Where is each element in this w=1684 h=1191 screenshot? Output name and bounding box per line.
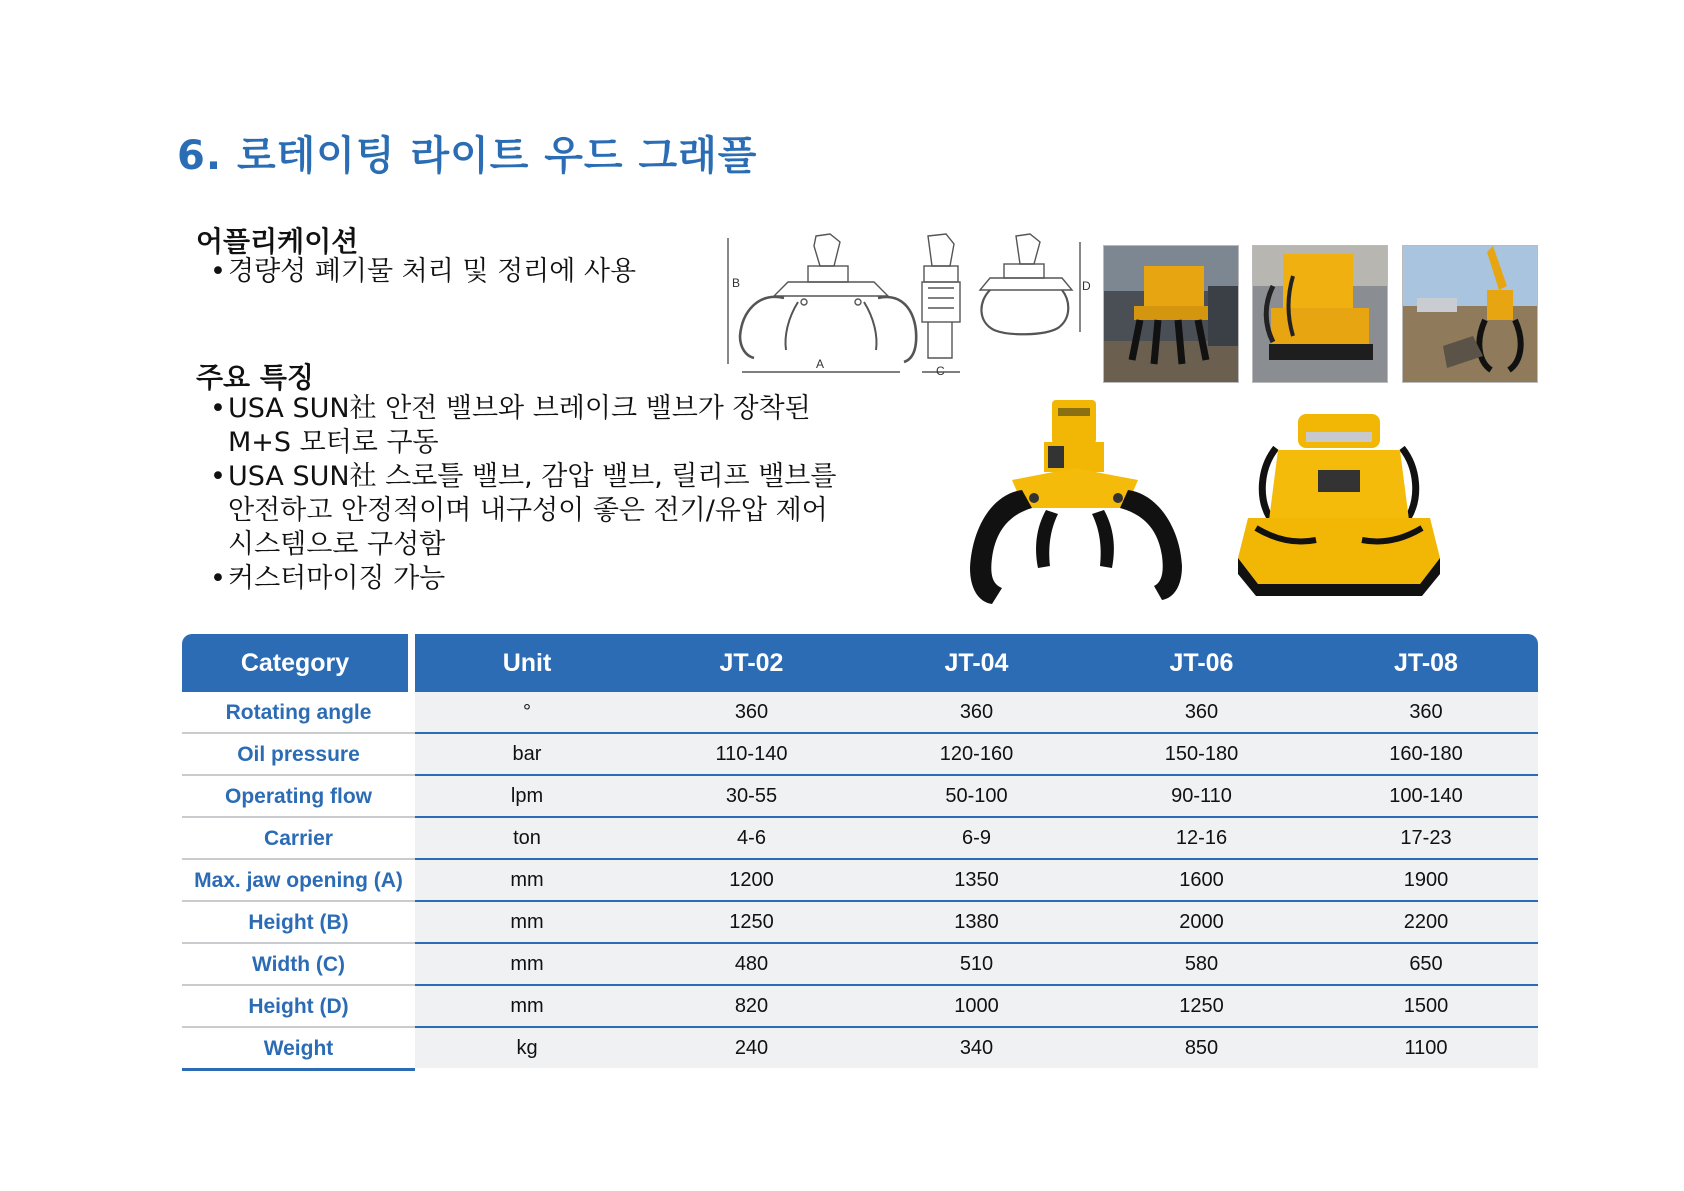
row-value: 580 [1184,952,1219,975]
table-row [182,944,1538,986]
row-value: 6-9 [962,826,991,849]
dim-label-a: A [816,357,825,371]
row-value: 510 [959,952,994,975]
row-category: Height (D) [182,986,415,1028]
row-value: 17-23 [1400,826,1452,849]
dim-label-c: C [936,364,945,378]
row-values-bg [415,776,1538,816]
row-category: Carrier [182,818,415,860]
row-value: 1500 [1403,994,1449,1017]
row-value: 820 [734,994,769,1017]
row-value: 850 [1184,1036,1219,1059]
row-value: 360 [959,700,994,723]
row-value: 120-160 [939,742,1014,765]
row-value: 150-180 [1164,742,1239,765]
page-title: 6. 로테이팅 라이트 우드 그래플 [177,133,758,179]
row-value: 1100 [1404,1036,1448,1059]
row-values-bg [415,860,1538,900]
row-value: 2200 [1403,910,1449,933]
row-unit: mm [510,910,544,933]
row-category: Width (C) [182,944,415,986]
row-unit: mm [510,994,544,1017]
row-value: 1250 [1179,994,1224,1017]
table-row [182,776,1538,818]
features-heading: 주요 특징 [196,361,314,394]
table-row [182,692,1538,734]
row-value: 360 [734,700,769,723]
row-value: 1600 [1179,868,1224,891]
feature-item-3: • 커스터마이징 가능 [210,562,836,596]
row-values-bg [415,902,1538,942]
row-values-bg [415,986,1538,1026]
table-row [182,818,1538,860]
row-category: Height (B) [182,902,415,944]
row-value: 650 [1409,952,1443,975]
row-unit: bar [512,742,542,765]
table-row [182,902,1538,944]
row-unit: lpm [510,784,544,807]
dim-label-d: D [1082,279,1091,293]
row-category: Oil pressure [182,734,415,776]
row-values-bg [415,818,1538,858]
row-value: 1000 [954,994,999,1017]
row-unit: kg [516,1036,538,1059]
row-values-bg [415,692,1538,732]
row-unit: mm [510,952,544,975]
row-value: 360 [1184,700,1219,723]
row-category: Max. jaw opening (A) [182,860,415,902]
row-unit: ° [523,700,531,723]
row-value: 1380 [954,910,999,933]
row-category: Rotating angle [182,692,415,734]
feature-item-2-line-2: 안전하고 안정적이며 내구성이 좋은 전기/유압 제어 [228,495,828,526]
row-value: 360 [1409,700,1443,723]
product-render-open-jaw [962,398,1190,608]
feature-item-1-line-1: • USA SUN社 안전 밸브와 브레이크 밸브가 장착된 [210,392,836,426]
row-value: 12-16 [1175,826,1228,849]
row-value: 340 [959,1036,994,1059]
row-unit: mm [510,868,544,891]
row-value: 1350 [954,868,999,891]
feature-item-2-line-1: • USA SUN社 스로틀 밸브, 감압 밸브, 릴리프 밸브를 [210,460,836,494]
row-value: 100-140 [1389,784,1463,807]
field-photo-2 [1252,245,1388,383]
field-photo-1 [1103,245,1239,383]
table-row [182,734,1538,776]
row-values-bg [415,944,1538,984]
application-heading: 어플리케이션 [196,225,359,258]
feature-item-1-line-2: M+S 모터로 구동 [228,427,439,458]
table-row [182,1028,1538,1070]
dim-label-b: B [732,276,741,290]
dimension-drawing [728,232,1091,380]
field-photo-3 [1402,245,1538,383]
row-divider-left [182,1068,415,1071]
row-value: 110-140 [715,742,788,765]
row-value: 480 [734,952,769,975]
header-jt-02: JT-02 [719,648,784,677]
application-list [210,255,636,289]
row-values-bg [415,734,1538,774]
feature-item-2-line-3: 시스템으로 구성함 [228,529,446,560]
row-value: 50-100 [945,784,1008,807]
table-row [182,986,1538,1028]
row-value: 2000 [1179,910,1224,933]
row-value: 1200 [729,868,774,891]
product-render-closed-jaw [1236,408,1442,598]
row-value: 4-6 [737,826,766,849]
row-category: Weight [182,1028,415,1070]
header-jt-06: JT-06 [1169,648,1234,677]
row-value: 160-180 [1389,742,1463,765]
row-value: 90-110 [1171,784,1232,807]
header-unit: Unit [502,648,552,677]
row-category: Operating flow [182,776,415,818]
header-jt-08: JT-08 [1394,648,1458,677]
row-unit: ton [513,826,541,849]
row-value: 1900 [1403,868,1449,891]
row-values-bg [415,1028,1538,1068]
row-value: 30-55 [725,784,778,807]
row-value: 1250 [729,910,774,933]
row-value: 240 [734,1036,769,1059]
header-jt-04: JT-04 [944,648,1009,677]
header-category: Category [182,634,408,692]
features-list [210,392,836,596]
application-item: • 경량성 폐기물 처리 및 정리에 사용 [210,255,636,289]
table-row [182,860,1538,902]
